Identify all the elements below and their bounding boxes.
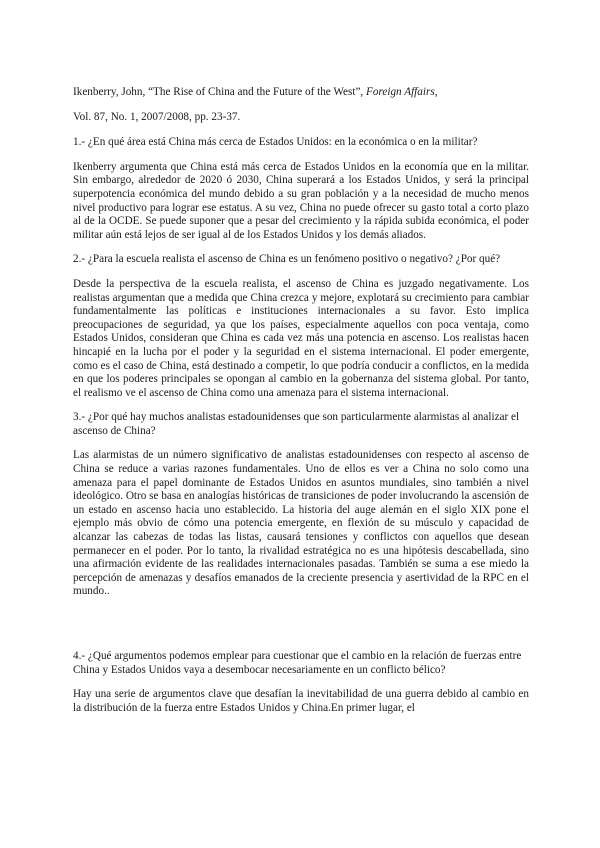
citation-journal: Foreign Affairs	[366, 86, 435, 98]
section-spacer	[73, 610, 529, 650]
question-2: 2.- ¿Para la escuela realista el ascenso de China es un fenómeno positivo o negativo? ¿Por qué?	[73, 253, 501, 266]
citation-comma: ,	[434, 86, 438, 98]
answer-2: Desde la perspectiva de la escuela realista, el ascenso de China es juzgado negativamente. Los realistas argumentan que a medida que China crezca y mejore, explotará su crecimiento para cambiar fundamentalmente las políticas e instituciones internacionales a su favor. Esto implica preocupaciones de seguridad, ya que los países, especialmente aquellos con poca ventaja, como Estados Unidos, consideran que China es cada vez más una potencia en ascenso. Los realistas hacen hincapié en la lucha por el poder y la seguridad en el sistema internacional. El poder emergente, como es el caso de China, está destinado a competir, lo que podría conducir a conflictos, en la medida en que los poderes principales se opongan al cambio en la gobernanza del sistema global. Por tanto, el realismo ve el ascenso de China como una amenaza para el sistema internacional.	[73, 277, 529, 399]
citation-line-1	[73, 86, 529, 100]
document-body	[73, 86, 529, 726]
answer-4: Hay una serie de argumentos clave que desafían la inevitabilidad de una guerra debido al cambio en la distribución de la fuerza entre Estados Unidos y China.En primer lugar, el	[73, 688, 529, 714]
citation-author-title: Ikenberry, John, “The Rise of China and the Future of the West”,	[73, 86, 367, 98]
question-1: 1.- ¿En qué área está China más cerca de Estados Unidos: en la económica o en la militar?	[73, 136, 478, 149]
citation-line-2: Vol. 87, No. 1, 2007/2008, pp. 23-37.	[73, 110, 241, 123]
question-4: 4.- ¿Qué argumentos podemos emplear para cuestionar que el cambio en la relación de fuerzas entre China y Estados Unidos vaya a desembocar necesariamente en un conflicto bélico?	[73, 650, 522, 676]
answer-1: Ikenberry argumenta que China está más cerca de Estados Unidos en la economía que en la militar. Sin embargo, alrededor de 2020 ó 2030, China superará a los Estados Unidos, y será la principal superpotencia económica del mundo debido a su gran población y a la necesidad de mucho menos nivel productivo para lograr ese estatus. A su vez, China no puede ofrecer su gasto total a corto plazo al de la OCDE. Se puede suponer que a pesar del crecimiento y la rápida subida económica, el poder militar aún está lejos de ser igual al de los Estados Unidos y los demás aliados.	[73, 160, 529, 241]
question-3: 3.- ¿Por qué hay muchos analistas estadounidenses que son particularmente alarmistas al analizar el ascenso de China?	[73, 411, 520, 437]
answer-3: Las alarmistas de un número significativo de analistas estadounidenses con respecto al ascenso de China se reduce a varias razones fundamentales. Uno de ellos es ver a China no solo como una amenaza para el papel dominante de Estados Unidos en asuntos mundiales, sino también a nivel ideológico. Otro se basa en analogías históricas de transiciones de poder involucrando la ascensión de un estado en ascenso hacia uno establecido. La historia del auge alemán en el siglo XIX pone el ejemplo más obvio de cómo una potencia emergente, en flexión de su músculo y capacidad de alcanzar las cabezas de todas las listas, causará tensiones y conflictos con aquellos que desean permanecer en el poder. Por lo tanto, la rivalidad estratégica no es una hipótesis descabellada, sino una afirmación evidente de las realidades internacionales pasadas. También se suma a ese miedo la percepción de amenazas y desafíos emanados de la creciente presencia y asertividad de la RPC en el mundo..	[73, 449, 529, 598]
